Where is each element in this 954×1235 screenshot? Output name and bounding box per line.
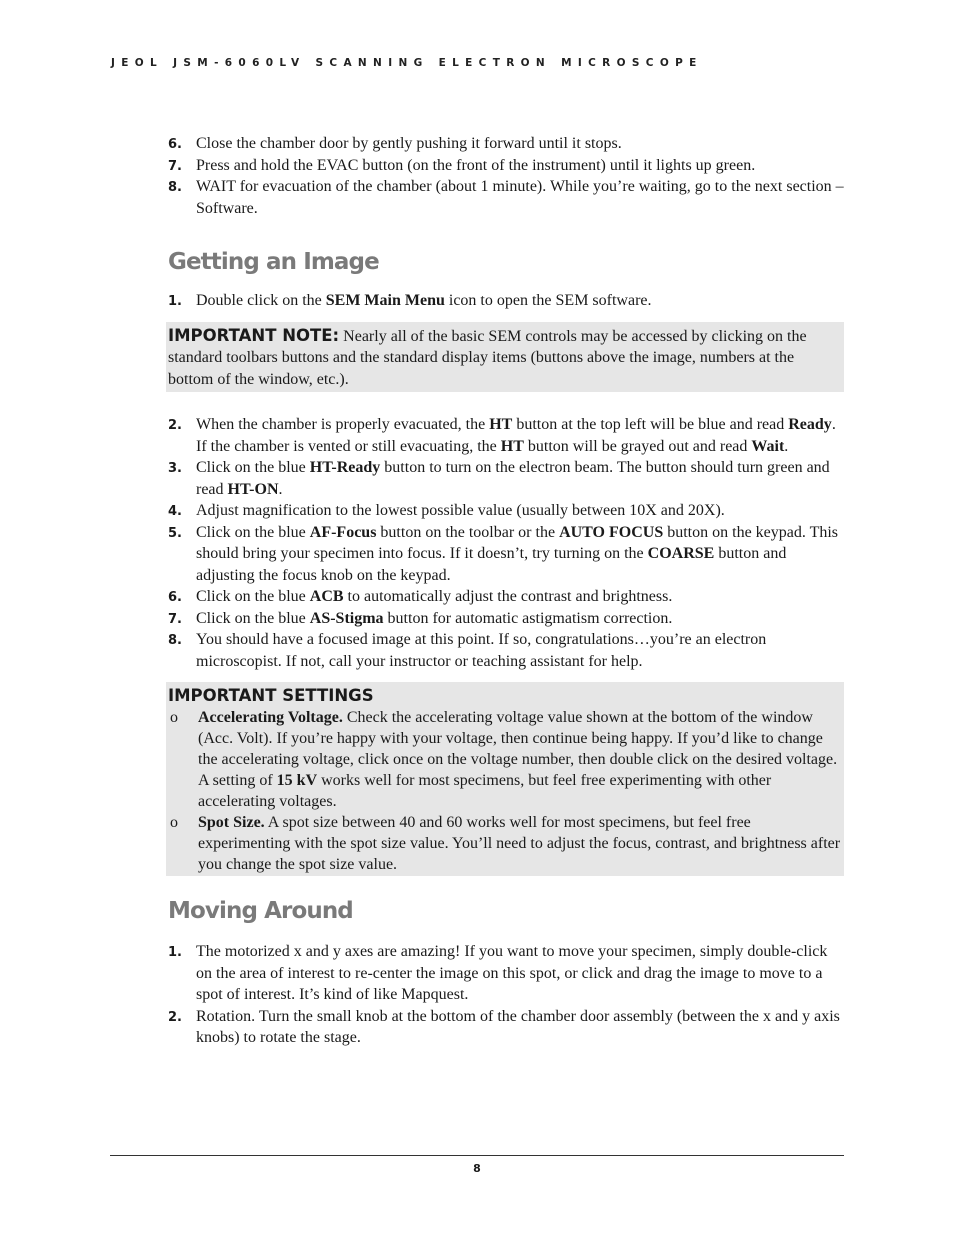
list-item bbox=[168, 133, 844, 155]
list-item bbox=[168, 522, 844, 587]
section-heading-getting-an-image: Getting an Image bbox=[168, 249, 379, 275]
step-number: 6. bbox=[168, 137, 182, 152]
text-run: to automatically adjust the contrast and brightness. bbox=[343, 588, 673, 605]
settings-item bbox=[168, 812, 842, 875]
bullet-marker: o bbox=[170, 814, 178, 831]
important-settings-heading: IMPORTANT SETTINGS bbox=[168, 686, 374, 705]
step-number: 6. bbox=[168, 590, 182, 605]
list-item bbox=[168, 155, 844, 177]
text-run: Press and hold the EVAC button (on the front of the instrument) until it lights up green. bbox=[196, 156, 756, 174]
step-number: 2. bbox=[168, 1009, 182, 1025]
step-text bbox=[196, 588, 672, 605]
steps-continued bbox=[168, 133, 844, 219]
list-item bbox=[168, 176, 844, 219]
step-number: 7. bbox=[168, 158, 182, 174]
text-run: Rotation. Turn the small knob at the bottom of the chamber door assembly (between the x and y axis knobs) to rotate the stage. bbox=[196, 1007, 840, 1046]
step-number: 3. bbox=[168, 461, 182, 476]
text-run: . If the chamber is vented or still evacuating, the bbox=[196, 416, 836, 455]
bold-term: Ready bbox=[788, 416, 832, 433]
text-run: . bbox=[784, 437, 789, 455]
text-run: button and adjusting the focus knob on the keypad. bbox=[196, 545, 787, 584]
list-item bbox=[168, 500, 844, 522]
step-number: 8. bbox=[168, 180, 182, 195]
list-item bbox=[168, 414, 844, 457]
step-open-software bbox=[168, 290, 844, 312]
bold-term: Wait bbox=[751, 437, 785, 455]
bold-term: HT-Ready bbox=[309, 459, 381, 476]
bold-term: COARSE bbox=[647, 545, 715, 562]
text-run: Click on the blue bbox=[196, 459, 310, 476]
steps-getting-image bbox=[168, 414, 844, 672]
text-run: Click on the blue bbox=[196, 588, 310, 605]
page-number: 8 bbox=[473, 1162, 481, 1175]
text-run: icon to open the SEM software. bbox=[444, 292, 652, 309]
step-text bbox=[196, 610, 672, 627]
text-run: A spot size between 40 and 60 works well for most specimens, but feel free experimenting with the spot size value. You’ll need to adjust the focus, contrast, and brightness after you change the spot size value. bbox=[198, 814, 841, 873]
list-item bbox=[168, 457, 844, 500]
text-run: Close the chamber door by gently pushing it forward until it stops. bbox=[196, 135, 622, 152]
step-text bbox=[196, 524, 838, 584]
step-text bbox=[196, 157, 755, 174]
list-item bbox=[168, 941, 844, 1006]
important-note-text: Nearly all of the basic SEM controls may be accessed by clicking on the standard toolbars buttons and the standard display items (buttons above the image, numbers at the bottom of the window, etc.). bbox=[168, 327, 807, 388]
step-number: 1. bbox=[168, 945, 182, 960]
settings-item bbox=[168, 707, 842, 812]
bold-term: AF-Focus bbox=[309, 523, 377, 541]
running-header: JEOL JSM-6060LV SCANNING ELECTRON MICROSCOPE bbox=[111, 57, 703, 69]
section-heading-moving-around: Moving Around bbox=[168, 898, 353, 924]
step-number: 5. bbox=[168, 525, 182, 541]
important-note-box bbox=[166, 322, 844, 393]
step-number: 8. bbox=[168, 633, 182, 648]
text-run: You should have a focused image at this point. If so, congratulations…you’re an electron microscopist. If not, call your instructor or teaching assistant for help. bbox=[196, 631, 767, 670]
step-number: 4. bbox=[168, 504, 182, 519]
bold-term: Accelerating Voltage. bbox=[198, 709, 343, 726]
list-item bbox=[168, 290, 844, 312]
bold-term: AUTO FOCUS bbox=[559, 523, 664, 541]
text-run: button to turn on the electron beam. The button should turn green and read bbox=[196, 459, 830, 498]
steps-moving-around bbox=[168, 941, 844, 1049]
step-number: 2. bbox=[168, 418, 182, 433]
list-item bbox=[168, 608, 844, 630]
text-run: Click on the blue bbox=[196, 609, 310, 627]
step-text bbox=[196, 1008, 840, 1047]
step-text bbox=[196, 502, 725, 519]
text-run: The motorized x and y axes are amazing! If you want to move your specimen, simply double-click on the area of interest to re-center the image on this spot, or click and drag the image to move to a spot of interest. It’s kind of like Mapquest. bbox=[196, 943, 828, 1003]
bold-term: 15 kV bbox=[276, 772, 318, 789]
text-run: . bbox=[278, 480, 283, 498]
bold-term: AS-Stigma bbox=[309, 609, 384, 627]
bullet-marker: o bbox=[170, 709, 178, 726]
step-text bbox=[196, 459, 830, 498]
step-number: 7. bbox=[168, 611, 182, 627]
text-run: When the chamber is properly evacuated, the bbox=[196, 416, 490, 433]
important-settings-box bbox=[166, 682, 844, 876]
bold-term: HT bbox=[489, 416, 513, 433]
bold-term: HT bbox=[500, 437, 524, 455]
settings-text bbox=[198, 814, 840, 873]
list-item bbox=[168, 1006, 844, 1049]
step-text bbox=[196, 178, 844, 217]
text-run: button at the top left will be blue and read bbox=[512, 416, 789, 433]
step-text bbox=[196, 943, 827, 1003]
step-text bbox=[196, 135, 622, 152]
text-run: Check the accelerating voltage value shown at the bottom of the window (Acc. Volt). If you’re happy with your voltage, then continue being happy. If you’d like to change the accelerating voltage, click once on the voltage number, then double click on the desired voltage. A setting of bbox=[198, 709, 838, 789]
text-run: Click on the blue bbox=[196, 523, 310, 541]
text-run: button will be grayed out and read bbox=[523, 437, 752, 455]
text-run: Adjust magnification to the lowest possible value (usually between 10X and 20X). bbox=[196, 502, 725, 519]
step-text bbox=[196, 416, 836, 455]
footer-rule bbox=[110, 1155, 844, 1156]
list-item bbox=[168, 586, 844, 608]
page-content bbox=[168, 133, 844, 1049]
settings-text bbox=[198, 709, 837, 810]
text-run: button on the keypad. This should bring your specimen into focus. If it doesn’t, try turning on the bbox=[196, 523, 839, 562]
bold-term: Spot Size. bbox=[198, 814, 265, 831]
step-number: 1. bbox=[168, 294, 182, 309]
important-note-label: IMPORTANT NOTE: bbox=[168, 325, 340, 345]
bold-term: SEM Main Menu bbox=[325, 292, 445, 309]
settings-list bbox=[168, 707, 842, 875]
text-run: WAIT for evacuation of the chamber (about 1 minute). While you’re waiting, go to the next section – Software. bbox=[196, 178, 844, 217]
text-run: Double click on the bbox=[196, 292, 326, 309]
step-text bbox=[196, 631, 766, 670]
bold-term: HT-ON bbox=[227, 480, 279, 498]
text-run: works well for most specimens, but feel free experimenting with other accelerating voltages. bbox=[198, 772, 772, 810]
step-text bbox=[196, 292, 652, 309]
text-run: button on the toolbar or the bbox=[376, 523, 560, 541]
list-item bbox=[168, 629, 844, 672]
text-run: button for automatic astigmatism correction. bbox=[383, 609, 673, 627]
bold-term: ACB bbox=[309, 588, 344, 605]
